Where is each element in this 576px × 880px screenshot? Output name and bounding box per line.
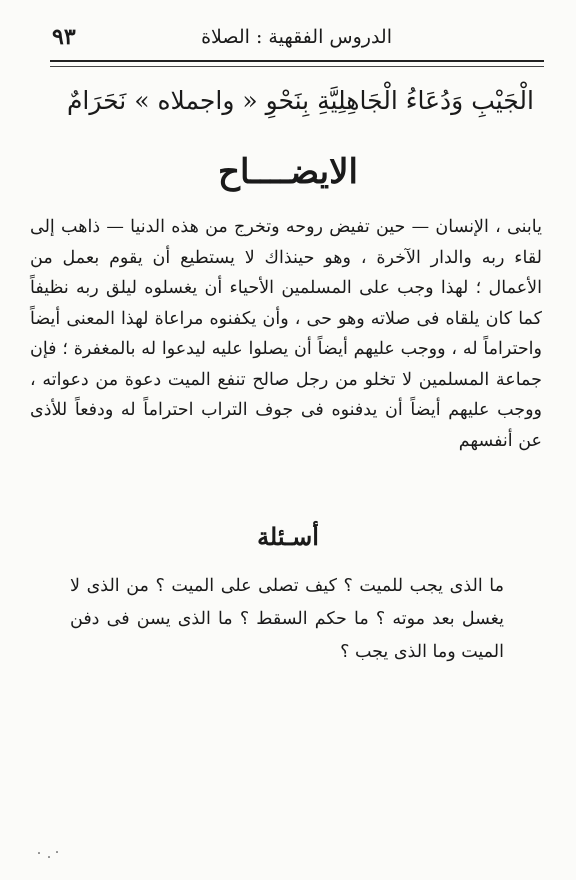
body-paragraph-text: يابنى ، الإنسان — حين تفيض روحه وتخرج من هذه الدنيا — ذاهب إلى لقاء ربه والدار الآخرة ، وهو حينذاك لا يستطيع أن يقوم بعمل من الأعمال ؛ لهذا وجب على المسلمين الأحياء أن يغسلوه ليلق ربه نظيفاً كما كان يلقاه فى صلاته وهو حى ، وأن يكفنوه مراعاة لهذا المعنى أيضاً واحتراماً له ، ووجب عليهم أيضاً أن يصلوا عليه ليدعوا له بالمغفرة ؛ فإن جماعة المسلمين لا تخلو من رجل صالح تنفع الميت دعوة من دعواته ، ووجب عليهم أيضاً أن يدفنوه فى جوف التراب احتراماً له ودفعاً للأذى عن أنفسهم: [30, 217, 542, 451]
questions-title: أسـئلة: [257, 522, 319, 551]
paper-speck: [56, 851, 58, 853]
body-paragraph: [30, 212, 542, 456]
running-head: الدروس الفقهية : الصلاة: [201, 26, 392, 48]
questions-paragraph-text: ما الذى يجب للميت ؟ كيف تصلى على الميت ؟ من الذى لا يغسل بعد موته ؟ ما حكم السقط ؟ ما الذى يسن فى دفن الميت وما الذى يجب ؟: [70, 576, 504, 662]
header-rule-thick: [50, 60, 544, 62]
carry-over-text: الْجَيْبِ وَدُعَاءُ الْجَاهِلِيَّةِ بِنَحْوِ « واجملاه » نَحَرَامٌ: [66, 86, 534, 115]
section-title: الايضــــاح: [218, 152, 358, 192]
paper-speck: [38, 852, 40, 854]
paper-speck: [48, 856, 50, 858]
paper-specks: [36, 850, 66, 860]
page-header: [52, 22, 542, 58]
carry-over-line: [40, 82, 534, 120]
header-rule-thin: [50, 66, 544, 67]
page-number: ٩٣: [52, 24, 76, 50]
questions-paragraph: [70, 570, 504, 669]
